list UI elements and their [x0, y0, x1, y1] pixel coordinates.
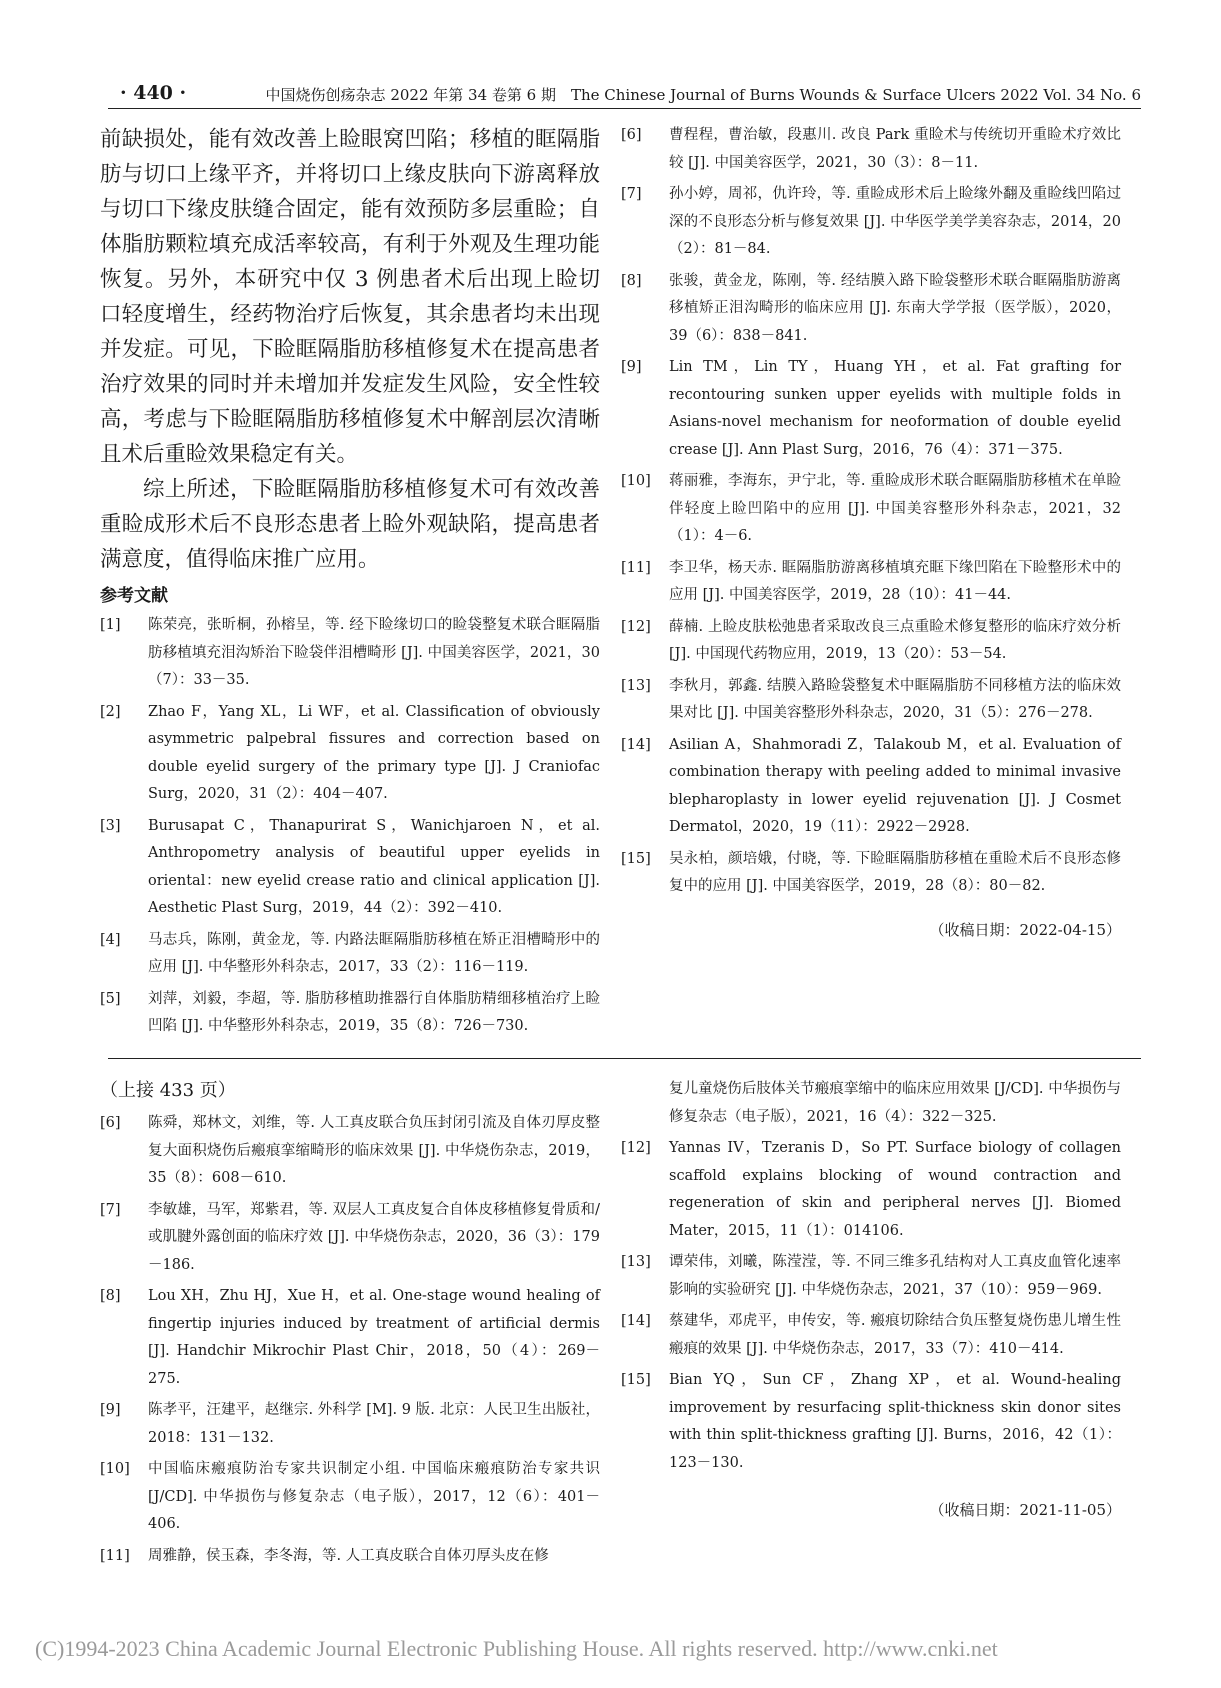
- reference-item: [621, 846, 1121, 901]
- reference-text: 陈孝平，汪建平，赵继宗. 外科学 [M]. 9 版. 北京：人民卫生出版社，2018：131－132.: [148, 1402, 600, 1446]
- reference-text: 谭荣伟，刘曦，陈滢滢，等. 不同三维多孔结构对人工真皮血管化速率影响的实验研究 [J]. 中华烧伤杂志，2021，37（10）：959－969.: [669, 1254, 1121, 1298]
- reference-number: [11]: [621, 559, 651, 576]
- reference-number: [2]: [100, 703, 121, 720]
- reference-list: [621, 1135, 1121, 1477]
- reference-text: 蒋丽雅，李海东，尹宁北，等. 重睑成形术联合眶隔脂肪移植术在单睑伴轻度上睑凹陷中的应用 [J]. 中国美容整形外科杂志，2021，32（1）：4－6.: [669, 473, 1121, 544]
- reference-text: 陈荣亮，张昕桐，孙榕呈，等. 经下睑缘切口的睑袋整复术联合眶隔脂肪移植填充泪沟矫治下睑袋伴泪槽畸形 [J]. 中国美容医学，2021，30（7）：33－35.: [148, 617, 600, 688]
- reference-text: 陈舜，郑林文，刘维，等. 人工真皮联合负压封闭引流及自体刃厚皮整复大面积烧伤后瘢痕挛缩畸形的临床效果 [J]. 中华烧伤杂志，2019，35（8）：608－610.: [148, 1115, 600, 1186]
- reference-text: 李敏雄，马军，郑紫君，等. 双层人工真皮复合自体皮移植修复骨质和/或肌腱外露创面的临床疗效 [J]. 中华烧伤杂志，2020，36（3）：179－186.: [148, 1201, 600, 1273]
- reference-item: [621, 122, 1121, 177]
- reference-text: 马志兵，陈刚，黄金龙，等. 内路法眶隔脂肪移植在矫正泪槽畸形中的应用 [J]. 中华整形外科杂志，2017，33（2）：116－119.: [148, 931, 600, 975]
- journal-title: 中国烧伤创疡杂志 2022 年第 34 卷第 6 期 The Chinese Journal of Burns Wounds & Surface Ulcers 2022 Vol. 34 No. 6: [265, 86, 1141, 104]
- reference-item: [621, 268, 1121, 351]
- reference-continuation: 复儿童烧伤后肢体关节瘢痕挛缩中的临床应用效果 [J/CD]. 中华损伤与修复杂志（电子版），2021，16（4）：322－325.: [669, 1081, 1121, 1125]
- reference-text: 周雅静，侯玉森，李冬海，等. 人工真皮联合自体刃厚头皮在修: [148, 1547, 549, 1564]
- reference-item: [621, 732, 1121, 842]
- reference-item: [100, 1543, 600, 1571]
- reference-item: [100, 1283, 600, 1393]
- reference-number: [4]: [100, 931, 121, 948]
- reference-text: 中国临床瘢痕防治专家共识制定小组. 中国临床瘢痕防治专家共识 [J/CD]. 中华损伤与修复杂志（电子版），2017，12（6）：401－406.: [148, 1461, 600, 1532]
- reference-text: Zhao F，Yang XL，Li WF，et al. Classification of obviously asymmetric palpebral fissures and correction based on double eyelid surgery of the primary type [J]. J Craniofac Surg，2020，31（2）：404－407.: [148, 703, 600, 802]
- reference-number: [11]: [100, 1547, 130, 1564]
- reference-item: [621, 1367, 1121, 1477]
- reference-item: [621, 1308, 1121, 1363]
- reference-number: [12]: [621, 618, 651, 635]
- reference-text: 李卫华，杨天赤. 眶隔脂肪游离移植填充眶下缘凹陷在下睑整形术中的应用 [J]. 中国美容医学，2019，28（10）：41－44.: [669, 559, 1121, 603]
- reference-number: [14]: [621, 736, 651, 753]
- reference-number: [15]: [621, 850, 651, 867]
- reference-number: [15]: [621, 1372, 651, 1388]
- reference-list: [100, 1110, 600, 1570]
- reference-list: [621, 122, 1121, 901]
- reference-number: [8]: [621, 272, 642, 289]
- reference-item: [100, 612, 600, 695]
- received-date: （收稿日期：2022-04-15）: [929, 920, 1121, 939]
- reference-text: 张骏，黄金龙，陈刚，等. 经结膜入路下睑袋整形术联合眶隔脂肪游离移植矫正泪沟畸形的临床应用 [J]. 东南大学学报（医学版），2020，39（6）：838－841.: [669, 272, 1121, 344]
- reference-number: [9]: [621, 359, 642, 375]
- reference-number: [14]: [621, 1313, 651, 1329]
- reference-number: [7]: [100, 1201, 121, 1218]
- reference-text: Asilian A，Shahmoradi Z，Talakoub M，et al. Evaluation of combination therapy with peeling added to minimal invasive blepharoplasty in lower eyelid rejuvenation [J]. J Cosmet Dermatol，2020，19（11）：2922－2928.: [669, 736, 1121, 835]
- bottom-right-column: [621, 1076, 1121, 1520]
- reference-number: [12]: [621, 1140, 651, 1156]
- reference-number: [8]: [100, 1288, 121, 1304]
- reference-item: [621, 354, 1121, 464]
- reference-item: [100, 1456, 600, 1539]
- section-divider: [108, 1058, 1141, 1059]
- reference-item: [621, 468, 1121, 551]
- reference-item: [621, 673, 1121, 728]
- reference-text: 孙小婷，周祁，仇许玲，等. 重睑成形术后上睑缘外翻及重睑线凹陷过深的不良形态分析与修复效果 [J]. 中华医学美学美容杂志，2014，20（2）：81－84.: [669, 186, 1121, 257]
- reference-number: [9]: [100, 1402, 121, 1418]
- reference-number: [6]: [621, 127, 642, 143]
- copyright-watermark: (C)1994-2023 China Academic Journal Electronic Publishing House. All rights reserved. http://www.cnki.net: [35, 1636, 998, 1661]
- reference-item: [100, 813, 600, 923]
- reference-number: [6]: [100, 1115, 121, 1131]
- reference-number: [13]: [621, 1254, 651, 1270]
- reference-item: [621, 614, 1121, 669]
- reference-item: [100, 986, 600, 1041]
- bottom-left-column: [100, 1076, 600, 1574]
- reference-text: Lin TM，Lin TY，Huang YH，et al. Fat grafting for recontouring sunken upper eyelids with multiple folds in Asians-novel mechanism for neoformation of double eyelid crease [J]. Ann Plast Surg，2016，76（4）：371－375.: [669, 359, 1121, 458]
- reference-number: [10]: [621, 473, 651, 489]
- reference-item: [100, 1397, 600, 1452]
- reference-number: [10]: [100, 1461, 130, 1477]
- reference-item: [100, 699, 600, 809]
- reference-text: 薛楠. 上睑皮肤松弛患者采取改良三点重睑术修复整形的临床疗效分析 [J]. 中国现代药物应用，2019，13（20）：53－54.: [669, 618, 1121, 662]
- reference-text: 刘萍，刘毅，李超，等. 脂肪移植助推器行自体脂肪精细移植治疗上睑凹陷 [J]. 中华整形外科杂志，2019，35（8）：726－730.: [148, 990, 600, 1034]
- reference-number: [5]: [100, 990, 121, 1007]
- reference-text: 李秋月，郭鑫. 结膜入路睑袋整复术中眶隔脂肪不同移植方法的临床效果对比 [J]. 中国美容整形外科杂志，2020，31（5）：276－278.: [669, 677, 1121, 721]
- running-header: [108, 82, 1141, 109]
- top-left-column: [100, 122, 600, 1045]
- reference-number: [1]: [100, 617, 121, 633]
- reference-text: Lou XH，Zhu HJ，Xue H，et al. One-stage wound healing of fingertip injuries induced by treatment of artificial dermis [J]. Handchir Mikrochir Plast Chir，2018，50（4）：269－275.: [148, 1288, 600, 1387]
- reference-item: [621, 1249, 1121, 1304]
- reference-item: [100, 1197, 600, 1280]
- reference-item: [100, 927, 600, 982]
- received-date: （收稿日期：2021-11-05）: [929, 1501, 1121, 1519]
- reference-text: 曹程程，曹治敏，段惠川. 改良 Park 重睑术与传统切开重睑术疗效比较 [J]. 中国美容医学，2021，30（3）：8－11.: [669, 127, 1121, 171]
- continued-from-note: （上接 433 页）: [100, 1080, 236, 1101]
- reference-text: Bian YQ，Sun CF，Zhang XP，et al. Wound-healing improvement by resurfacing split-thickness skin donor sites with thin split-thickness grafting [J]. Burns，2016，42（1）：123－130.: [669, 1372, 1121, 1471]
- top-right-column: [621, 122, 1121, 940]
- reference-number: [7]: [621, 186, 642, 202]
- reference-text: 吴永柏，颜培娥，付晓，等. 下睑眶隔脂肪移植在重睑术后不良形态修复中的应用 [J]. 中国美容医学，2019，28（8）：80－82.: [669, 850, 1121, 894]
- reference-text: Burusapat C，Thanapurirat S，Wanichjaroen N，et al. Anthropometry analysis of beautiful upper eyelids in oriental：new eyelid crease ratio and clinical application [J]. Aesthetic Plast Surg，2019，44（2）：392－410.: [148, 817, 600, 916]
- reference-list: [100, 612, 600, 1041]
- references-heading: 参考文献: [100, 586, 168, 606]
- reference-item: [621, 1135, 1121, 1245]
- reference-item: [621, 555, 1121, 610]
- reference-text: 蔡建华，邓虎平，申传安，等. 瘢痕切除结合负压整复烧伤患儿增生性瘢痕的效果 [J]. 中华烧伤杂志，2017，33（7）：410－414.: [669, 1313, 1121, 1357]
- reference-text: Yannas IV，Tzeranis D，So PT. Surface biology of collagen scaffold explains blocking of wound contraction and regeneration of skin and peripheral nerves [J]. Biomed Mater，2015，11（1）：014106.: [669, 1140, 1121, 1239]
- page-number: · 440 ·: [120, 82, 187, 104]
- reference-number: [13]: [621, 677, 651, 694]
- body-paragraph-2: 综上所述，下睑眶隔脂肪移植修复术可有效改善重睑成形术后不良形态患者上睑外观缺陷，提高患者满意度，值得临床推广应用。: [100, 477, 600, 572]
- body-paragraph-1: 前缺损处，能有效改善上睑眼窝凹陷；移植的眶隔脂肪与切口上缘平齐，并将切口上缘皮肤向下游离释放与切口下缘皮肤缝合固定，能有效预防多层重睑；自体脂肪颗粒填充成活率较高，有利于外观及生理功能恢复。另外，本研究中仅 3 例患者术后出现上睑切口轻度增生，经药物治疗后恢复，其余患者均未出现并发症。可见，下睑眶隔脂肪移植修复术在提高患者治疗效果的同时并未增加并发症发生风险，安全性较高，考虑与下睑眶隔脂肪移植修复术中解剖层次清晰且术后重睑效果稳定有关。: [100, 127, 600, 467]
- reference-number: [3]: [100, 817, 121, 834]
- reference-item: [621, 181, 1121, 264]
- reference-item: [100, 1110, 600, 1193]
